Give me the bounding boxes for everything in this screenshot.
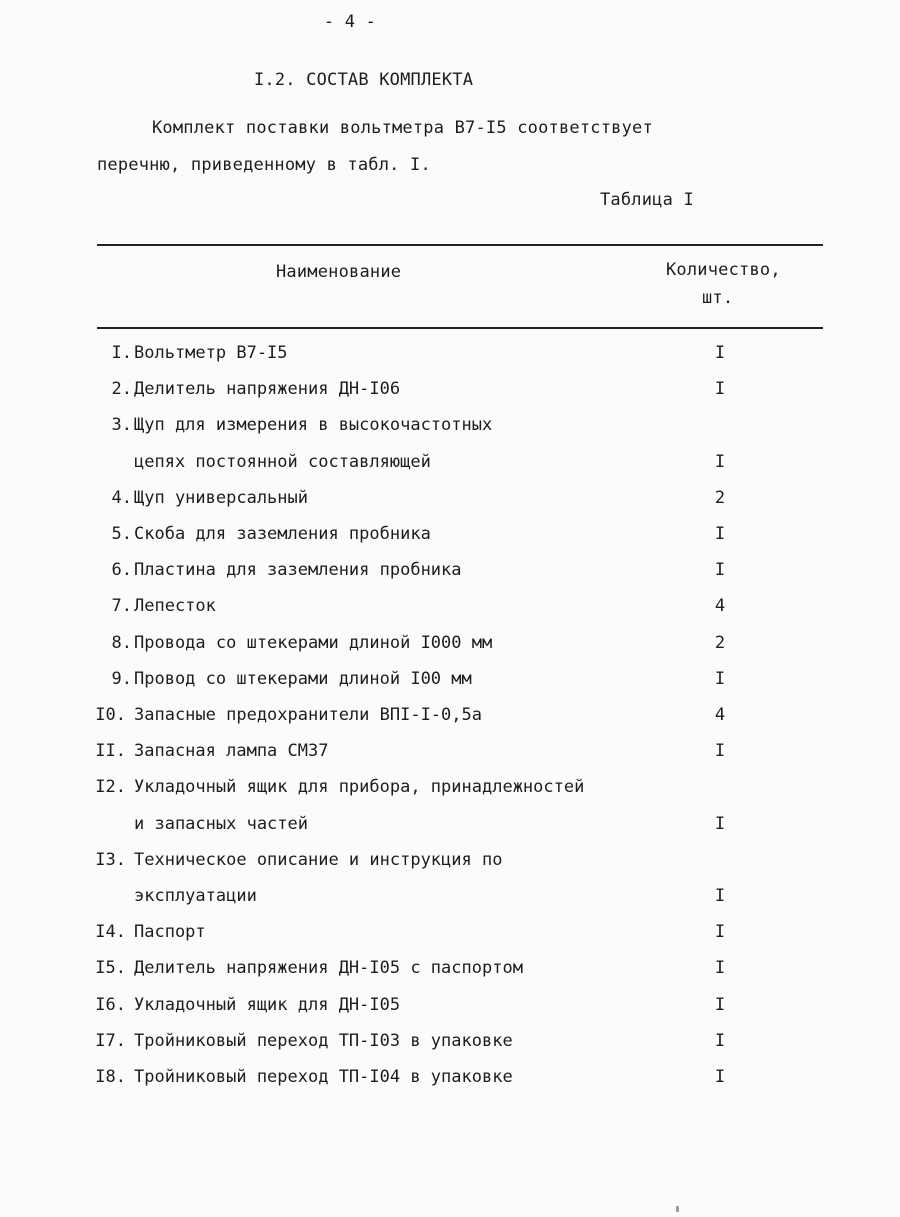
- column-header-name: Наименование: [276, 262, 402, 282]
- table-row-quantity: I: [714, 560, 726, 581]
- page-number: - 4 -: [323, 12, 377, 32]
- table-row-quantity: I: [714, 886, 726, 906]
- table-row-quantity: 2: [714, 632, 726, 653]
- table-row-quantity: I: [714, 922, 726, 943]
- table-row-quantity: I: [714, 1067, 726, 1087]
- table-row-name: эксплуатации: [134, 886, 257, 906]
- table-row-number: II.: [95, 741, 126, 762]
- table-row-quantity: I: [714, 958, 726, 979]
- table-header-rule: [97, 327, 823, 329]
- table-row-quantity: I: [714, 1030, 726, 1051]
- column-header-quantity-label: Количество,: [666, 260, 781, 280]
- table-row-quantity: I: [714, 994, 726, 1015]
- table-row-name: Провод со штекерами длиной I00 мм: [134, 668, 472, 689]
- table-row-number: 7.: [111, 596, 132, 617]
- table-row-number: I3.: [95, 849, 126, 870]
- table-row-name: Запасные предохранители ВПI-I-0,5а: [134, 705, 482, 725]
- intro-line-1: Комплект поставки вольтметра В7-I5 соответствует: [152, 118, 653, 138]
- table-row-name: Щуп для измерения в высокочастотных: [134, 415, 493, 436]
- table-row-number: I0.: [95, 705, 126, 725]
- table-row-name: Техническое описание и инструкция по: [134, 849, 503, 870]
- table-row-name: Делитель напряжения ДН-I05 с паспортом: [134, 958, 523, 979]
- table-row-name: Тройниковый переход ТП-I04 в упаковке: [134, 1067, 513, 1087]
- table-row-name: Паспорт: [134, 922, 206, 943]
- table-row-number: I6.: [95, 994, 126, 1015]
- table-row-number: I2.: [95, 777, 126, 798]
- table-row-name: Тройниковый переход ТП-I03 в упаковке: [134, 1030, 513, 1051]
- table-row-name: Провода со штекерами длиной I000 мм: [134, 632, 493, 653]
- table-row-name: Пластина для заземления пробника: [134, 560, 462, 581]
- table-row-number: 3.: [111, 415, 132, 436]
- table-row-quantity: I: [714, 451, 726, 472]
- table-row-quantity: I: [714, 524, 726, 544]
- intro-line-2: перечню, приведенному в табл. I.: [97, 155, 431, 175]
- table-row-quantity: I: [714, 379, 726, 400]
- table-row-quantity: I: [714, 813, 726, 834]
- table-row-number: 5.: [111, 524, 132, 544]
- table-row-name: Щуп универсальный: [134, 487, 308, 508]
- table-row-name: Укладочный ящик для ДН-I05: [134, 994, 401, 1015]
- section-title: I.2. СОСТАВ КОМПЛЕКТА: [254, 70, 474, 90]
- column-header-quantity: [666, 256, 806, 312]
- table-row-quantity: I: [714, 741, 726, 762]
- table-row-number: 2.: [111, 379, 132, 400]
- table-row-quantity: 4: [714, 596, 726, 617]
- table-row-name: Запасная лампа СМ37: [134, 741, 329, 762]
- table-top-rule: [97, 244, 823, 246]
- table-row-number: 4.: [111, 487, 132, 508]
- table-row-name: Делитель напряжения ДН-I06: [134, 379, 401, 400]
- table-row-quantity: 2: [714, 487, 726, 508]
- table-row-name: Лепесток: [134, 596, 216, 617]
- table-row-number: I4.: [95, 922, 126, 943]
- scan-speck: [676, 1206, 679, 1212]
- table-caption: Таблица I: [600, 190, 694, 210]
- table-row-quantity: 4: [714, 705, 726, 725]
- table-row-number: I.: [111, 343, 132, 363]
- table-row-number: 8.: [111, 632, 132, 653]
- table-row-number: 6.: [111, 560, 132, 581]
- table-row-name: Скоба для заземления пробника: [134, 524, 431, 544]
- table-row-number: I7.: [95, 1030, 126, 1051]
- table-row-number: I5.: [95, 958, 126, 979]
- table-row-quantity: I: [714, 668, 726, 689]
- table-row-number: I8.: [95, 1067, 126, 1087]
- table-row-name: цепях постоянной составляющей: [134, 451, 431, 472]
- table-row-name: Вольтметр В7-I5: [134, 343, 288, 363]
- table-row-number: 9.: [111, 668, 132, 689]
- column-header-quantity-unit: шт.: [702, 288, 734, 308]
- table-row-name: и запасных частей: [134, 813, 308, 834]
- table-row-quantity: I: [714, 343, 726, 363]
- table-row-name: Укладочный ящик для прибора, принадлежностей: [134, 777, 585, 798]
